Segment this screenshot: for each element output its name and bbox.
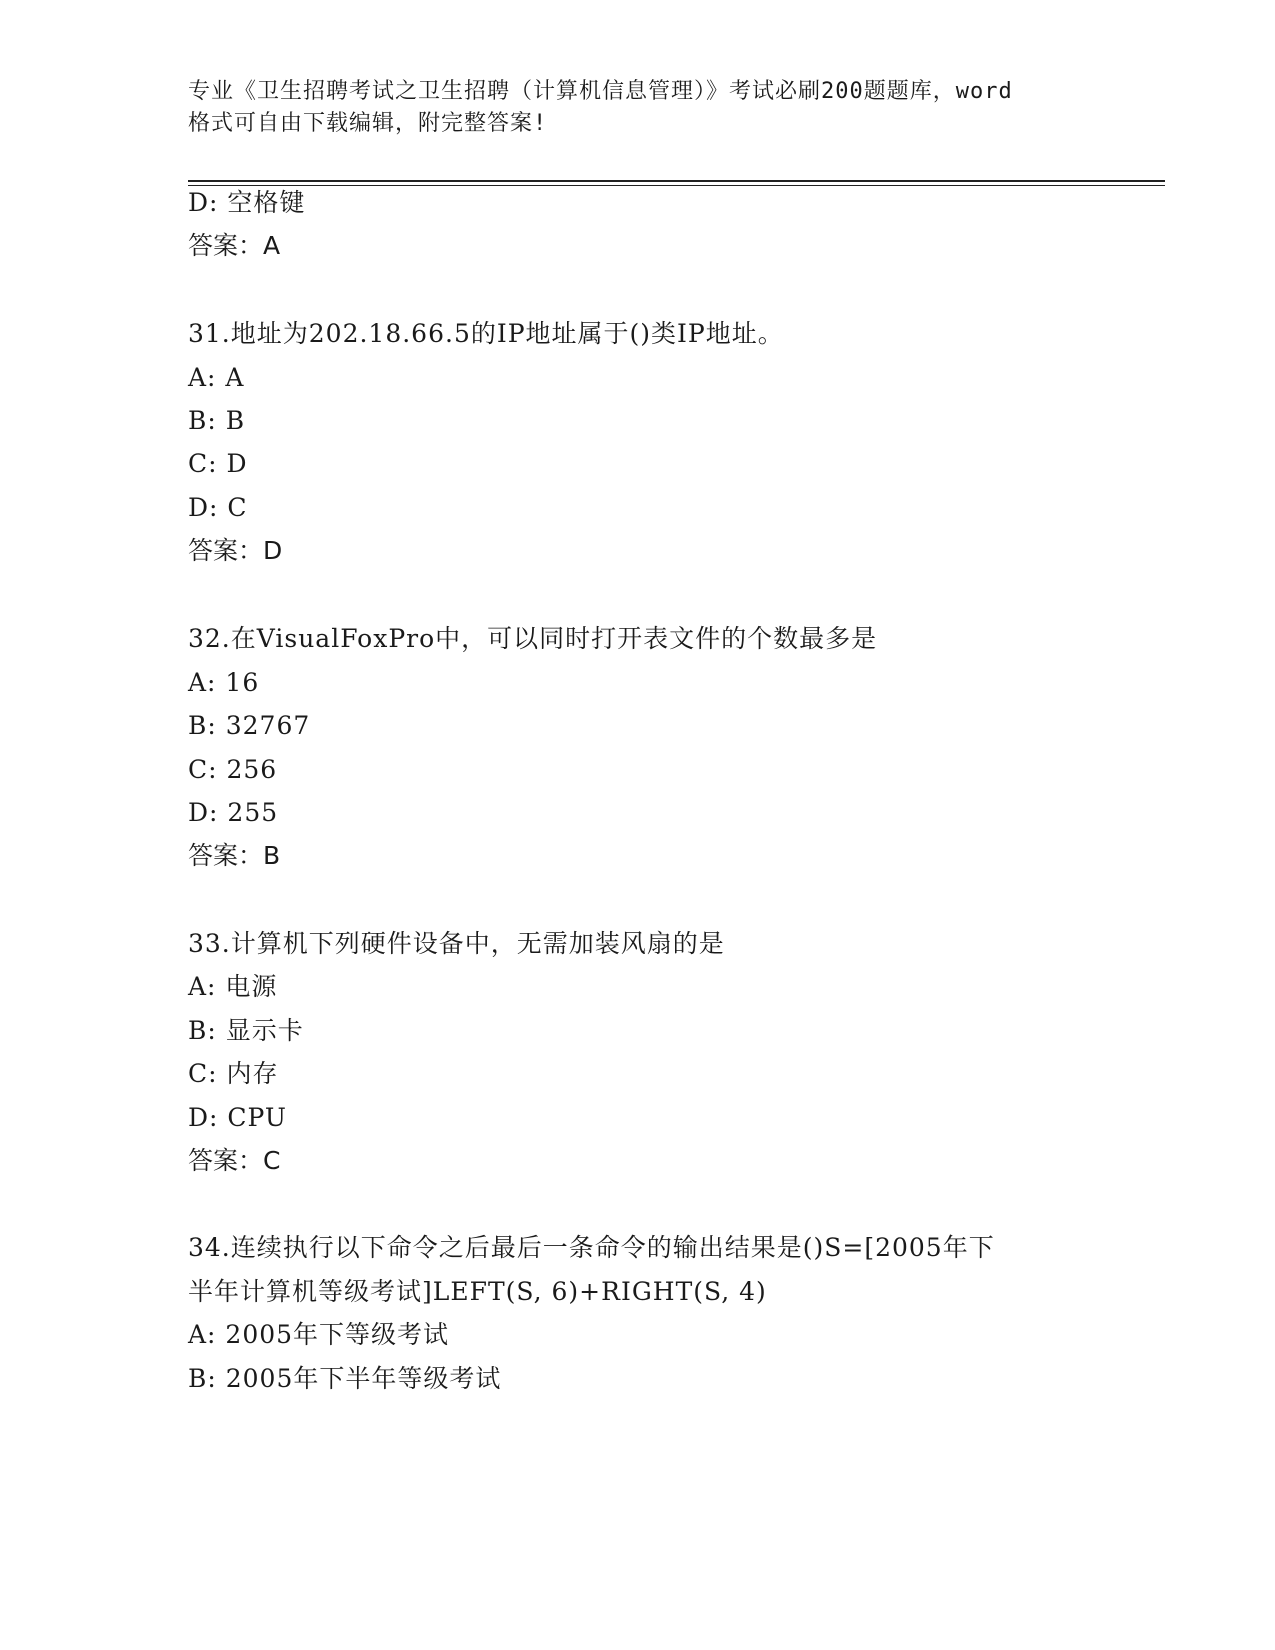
- prev-answer: 答案：A: [188, 231, 281, 260]
- q34-option-a: A: 2005年下等级考试: [188, 1320, 450, 1349]
- q32-option-a: A: 16: [188, 668, 260, 697]
- q31-option-c: C: D: [188, 449, 248, 478]
- document-header: [188, 76, 1088, 140]
- q31-option-a: A: A: [188, 363, 245, 392]
- q32-option-c: C: 256: [188, 755, 278, 784]
- q31-answer: 答案：D: [188, 536, 283, 565]
- question-32: 32.在VisualFoxPro中，可以同时打开表文件的个数最多是: [188, 624, 878, 653]
- question-33: 33.计算机下列硬件设备中，无需加装风扇的是: [188, 929, 725, 958]
- q32-answer: 答案：B: [188, 841, 281, 870]
- question-31: 31.地址为202.18.66.5的IP地址属于()类IP地址。: [188, 319, 784, 348]
- q33-option-b: B: 显示卡: [188, 1016, 304, 1045]
- q33-answer: 答案：C: [188, 1146, 281, 1175]
- header-line-1: 专业《卫生招聘考试之卫生招聘（计算机信息管理）》考试必刷200题题库，word: [188, 79, 1013, 104]
- header-line-2: 格式可自由下载编辑，附完整答案!: [188, 111, 548, 136]
- q31-option-b: B: B: [188, 406, 246, 435]
- q32-option-b: B: 32767: [188, 711, 311, 740]
- q31-option-d: D: C: [188, 493, 248, 522]
- question-34-line-2: 半年计算机等级考试]LEFT(S, 6)+RIGHT(S, 4): [188, 1277, 767, 1306]
- q33-option-d: D: CPU: [188, 1103, 287, 1132]
- q33-option-a: A: 电源: [188, 972, 278, 1001]
- q34-option-b: B: 2005年下半年等级考试: [188, 1364, 502, 1393]
- prev-option-d: D: 空格键: [188, 188, 306, 217]
- q33-option-c: C: 内存: [188, 1059, 279, 1088]
- q32-option-d: D: 255: [188, 798, 279, 827]
- question-34-line-1: 34.连续执行以下命令之后最后一条命令的输出结果是()S=[2005年下: [188, 1233, 995, 1262]
